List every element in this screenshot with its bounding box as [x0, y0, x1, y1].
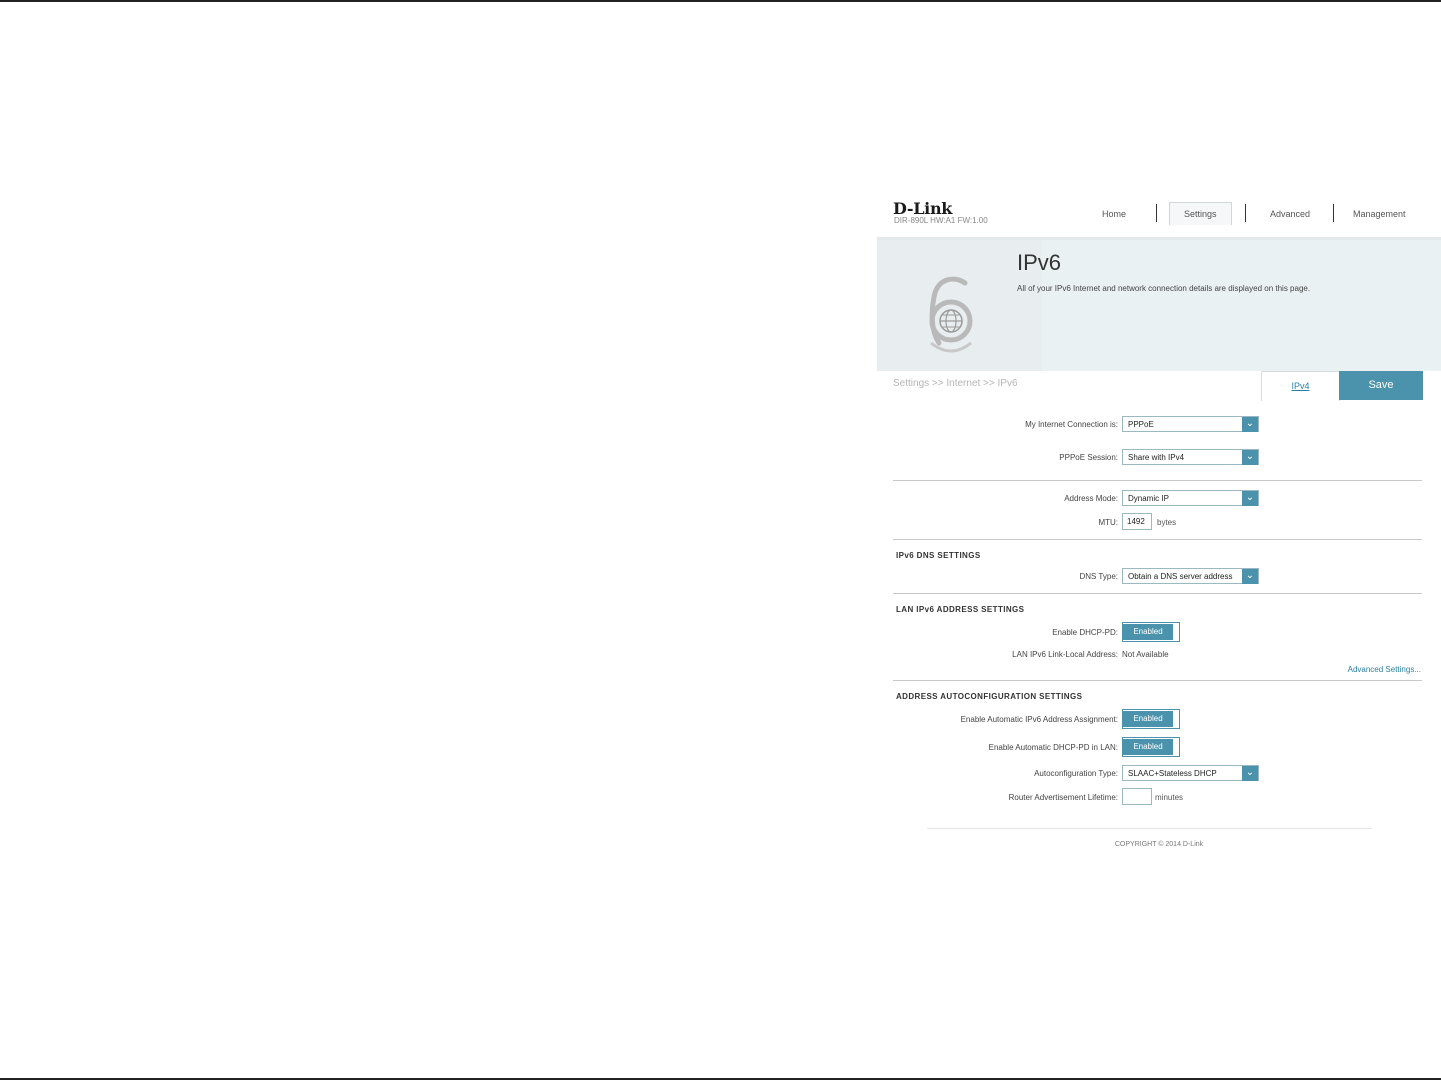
nav-home[interactable]: Home: [1102, 209, 1127, 219]
dns-type-value: Obtain a DNS server address: [1128, 572, 1233, 581]
page-banner: [877, 240, 1441, 371]
pppoe-session-value: Share with IPv4: [1128, 453, 1185, 462]
ipv4-link[interactable]: IPv4: [1261, 371, 1340, 401]
section-divider: [893, 680, 1422, 681]
ra-lifetime-label: Router Advertisement Lifetime:: [1008, 793, 1118, 802]
nav-separator: [1156, 204, 1157, 222]
page-title: IPv6: [1017, 250, 1062, 275]
chevron-down-icon[interactable]: ⌄: [1242, 569, 1258, 584]
nav-management[interactable]: Management: [1353, 209, 1406, 219]
connection-type-select[interactable]: [1122, 416, 1259, 432]
auto-dhcp-pd-label-row: [877, 743, 1118, 755]
router-settings-page: [877, 190, 1441, 860]
footer-rule: [927, 828, 1372, 829]
section-divider: [893, 593, 1422, 594]
dhcp-pd-label-row: [877, 628, 1118, 640]
address-mode-label-row: [877, 494, 1118, 506]
auto-dhcp-pd-toggle-state: Enabled: [1123, 739, 1173, 755]
breadcrumb: Settings >> Internet >> IPv6: [893, 378, 1018, 389]
auto-dhcp-pd-label: Enable Automatic DHCP-PD in LAN:: [988, 743, 1118, 752]
connection-type-label: My Internet Connection is:: [1025, 420, 1118, 429]
mtu-label-row: [877, 518, 1118, 530]
dns-type-select[interactable]: [1122, 568, 1259, 584]
banner-panel: [1042, 240, 1441, 371]
page-top-rule: [0, 0, 1441, 2]
dhcp-pd-toggle-state: Enabled: [1123, 624, 1173, 640]
page-description: All of your IPv6 Internet and network connection details are displayed on this page.: [1017, 284, 1311, 293]
chevron-down-icon[interactable]: ⌄: [1242, 491, 1258, 506]
auto-assign-toggle-state: Enabled: [1123, 711, 1173, 727]
auto-assign-toggle[interactable]: [1122, 709, 1180, 729]
link-local-value: Not Available: [1122, 650, 1169, 659]
advanced-settings-link[interactable]: Advanced Settings...: [1347, 665, 1421, 674]
mtu-input[interactable]: 1492: [1122, 513, 1152, 530]
address-mode-label: Address Mode:: [1064, 494, 1118, 503]
connection-type-value: PPPoE: [1128, 420, 1154, 429]
chevron-down-icon[interactable]: ⌄: [1242, 766, 1258, 781]
page-bottom-rule: [0, 1078, 1441, 1080]
dhcp-pd-label: Enable DHCP-PD:: [1052, 628, 1118, 637]
pppoe-session-select[interactable]: [1122, 449, 1259, 465]
autoconfig-type-label: Autoconfiguration Type:: [1034, 769, 1118, 778]
nav-separator: [1333, 204, 1334, 222]
auto-assign-label-row: [877, 715, 1118, 727]
ra-lifetime-input[interactable]: [1122, 788, 1152, 805]
autoconfig-type-value: SLAAC+Stateless DHCP: [1128, 769, 1217, 778]
connection-label-row: [877, 420, 1118, 432]
lifetime-label-row: [877, 793, 1118, 805]
autoconfig-type-label-row: [877, 769, 1118, 781]
save-button[interactable]: Save: [1339, 371, 1423, 400]
auto-assign-label: Enable Automatic IPv6 Address Assignment:: [960, 715, 1118, 724]
pppoe-session-label: PPPoE Session:: [1059, 453, 1118, 462]
mtu-unit: bytes: [1157, 518, 1177, 527]
nav-settings[interactable]: Settings: [1169, 202, 1232, 225]
ipv6-globe-icon: [925, 273, 981, 359]
address-mode-value: Dynamic IP: [1128, 494, 1169, 503]
dns-section-heading: IPv6 DNS SETTINGS: [896, 551, 981, 560]
autoconfig-section-heading: ADDRESS AUTOCONFIGURATION SETTINGS: [896, 692, 1083, 701]
copyright-text: COPYRIGHT © 2014 D-Link: [1114, 841, 1204, 848]
chevron-down-icon[interactable]: ⌄: [1242, 417, 1258, 432]
section-divider: [893, 480, 1422, 481]
dlink-logo: D-Link: [893, 199, 953, 218]
session-label-row: [877, 453, 1118, 465]
dns-type-label-row: [877, 572, 1118, 584]
address-mode-select[interactable]: [1122, 490, 1259, 506]
lan-section-heading: LAN IPv6 ADDRESS SETTINGS: [896, 605, 1025, 614]
autoconfig-type-select[interactable]: [1122, 765, 1259, 781]
chevron-down-icon[interactable]: ⌄: [1242, 450, 1258, 465]
dhcp-pd-toggle[interactable]: [1122, 622, 1180, 642]
ra-lifetime-unit: minutes: [1155, 793, 1184, 802]
nav-separator: [1245, 204, 1246, 222]
model-info: DIR-890L HW:A1 FW:1.00: [894, 216, 988, 225]
dns-type-label: DNS Type:: [1079, 572, 1118, 581]
nav-advanced[interactable]: Advanced: [1270, 209, 1311, 219]
link-local-label-row: [877, 650, 1118, 662]
auto-dhcp-pd-toggle[interactable]: [1122, 737, 1180, 757]
link-local-label: LAN IPv6 Link-Local Address:: [1012, 650, 1118, 659]
section-divider: [893, 539, 1422, 540]
mtu-label: MTU:: [1098, 518, 1118, 527]
